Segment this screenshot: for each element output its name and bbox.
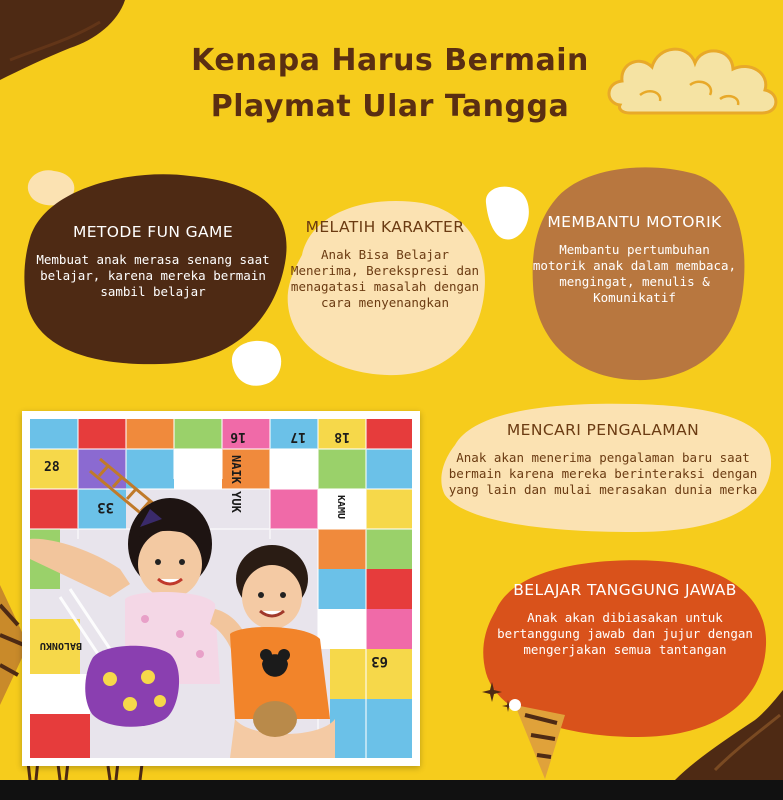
benefit-title: MELATIH KARAKTER <box>305 218 465 236</box>
children-playing-photo <box>30 419 412 758</box>
benefit-description: Anak akan menerima pengalaman baru saat bermain karena mereka berinteraksi dengan yang lain dan mulai merasakan dunia merka <box>448 450 758 497</box>
title-line-1: Kenapa Harus Bermain <box>191 43 589 78</box>
mat-label: BALONKU <box>39 640 82 651</box>
benefit-description: Membantu pertumbuhan motorik anak dalam membaca, mengingat, menulis & Komunikatif <box>532 242 737 305</box>
mat-label: NAIK YUK <box>229 455 243 513</box>
plush-dice <box>85 646 179 727</box>
mat-label: 18 <box>334 429 350 444</box>
benefit-tanggung-jawab <box>490 580 760 658</box>
brush-stroke-top-left <box>0 0 140 90</box>
benefit-title: MENCARI PENGALAMAN <box>506 421 700 439</box>
benefit-pengalaman <box>448 420 758 498</box>
benefit-karakter <box>285 217 485 311</box>
benefit-title: BELAJAR TANGGUNG JAWAB <box>513 581 737 599</box>
benefit-title: MEMBANTU MOTORIK <box>547 213 722 231</box>
benefit-description: Anak akan dibiasakan untuk bertanggung jawab dan jujur dengan mengerjakan semua tantangan <box>497 610 753 657</box>
mat-label: 33 <box>97 499 114 515</box>
benefit-description: Anak Bisa Belajar Menerima, Berekspresi dan menagatasi masalah dengan cara menyenangkan <box>290 247 480 310</box>
mat-label: KAMU <box>335 495 346 520</box>
benefit-title: METODE FUN GAME <box>72 223 234 241</box>
benefit-description: Membuat anak merasa senang saat belajar, karena mereka bermain sambil belajar <box>36 252 270 299</box>
mat-label: 63 <box>371 653 388 669</box>
mat-label: 16 <box>230 429 246 444</box>
benefit-motorik <box>532 212 737 306</box>
brush-stroke-bottom-right <box>655 690 783 780</box>
mat-label: 28 <box>44 460 60 475</box>
benefit-fun-game <box>28 222 278 300</box>
title-line-2: Playmat Ular Tangga <box>210 89 570 124</box>
party-hat-right <box>505 695 595 780</box>
page-title <box>150 38 630 130</box>
mat-label: 17 <box>290 429 306 444</box>
photo-frame <box>22 411 420 766</box>
